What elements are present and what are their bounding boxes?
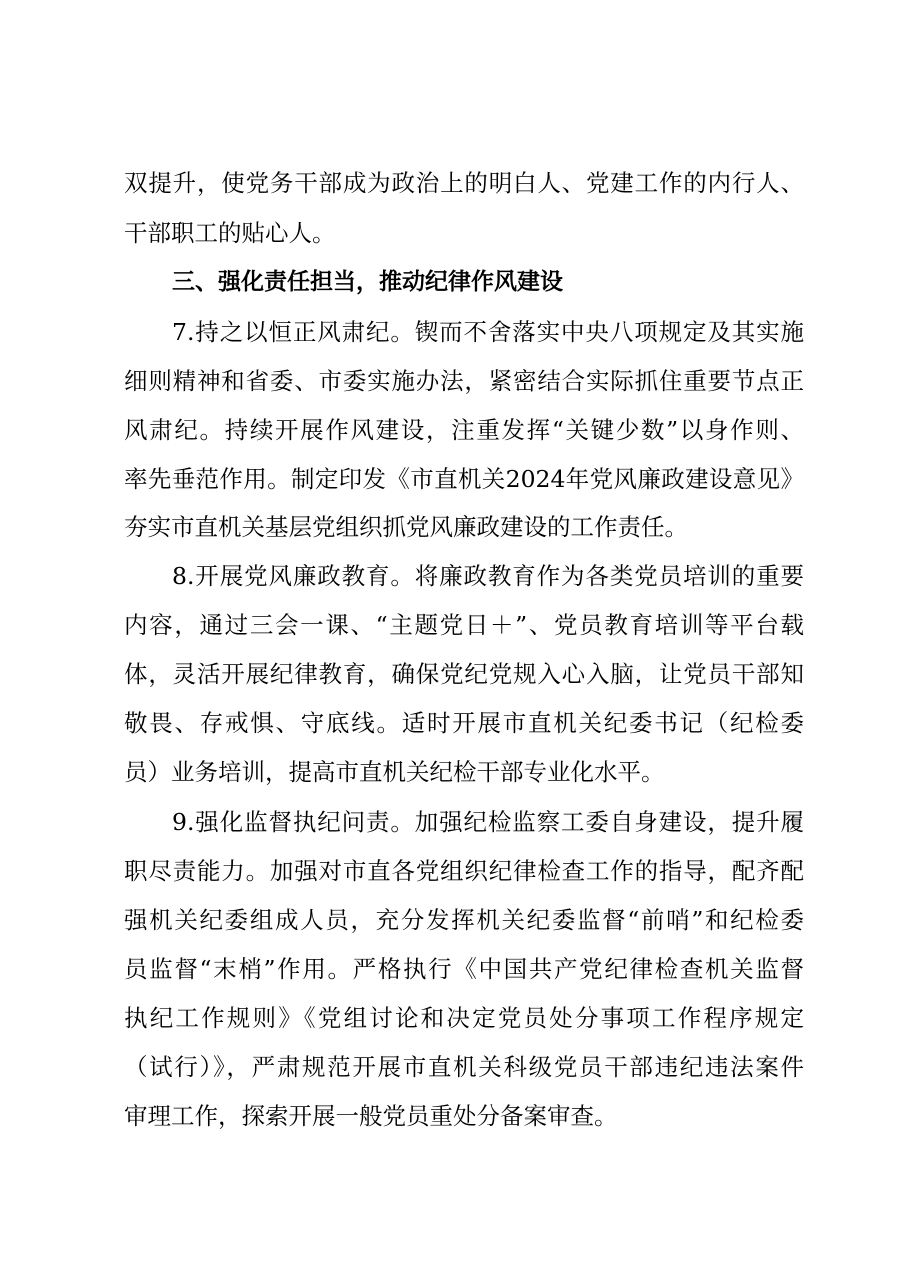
item-9-line-3: 强机关纪委组成人员，充分发挥机关纪委监督“前哨”和纪检委 xyxy=(124,906,804,934)
paragraph-continuation-line-1: 双提升，使党务干部成为政治上的明白人、党建工作的内行人、 xyxy=(124,169,804,197)
item-9-line-5: 执纪工作规则》《党组讨论和决定党员处分事项工作程序规定 xyxy=(124,1004,804,1032)
item-7-line-2: 细则精神和省委、市委实施办法，紧密结合实际抓住重要节点正 xyxy=(124,367,804,395)
item-7-line-1: 7.持之以恒正风肃纪。锲而不舍落实中央八项规定及其实施 xyxy=(172,318,804,346)
item-8-line-4: 敬畏、存戒惧、守底线。适时开展市直机关纪委书记（纪检委 xyxy=(124,709,804,737)
item-8-line-5: 员）业务培训，提高市直机关纪检干部专业化水平。 xyxy=(124,758,665,786)
section-heading: 三、强化责任担当，推动纪律作风建设 xyxy=(172,269,563,295)
item-9-line-7: 审理工作，探索开展一般党员重处分备案审查。 xyxy=(124,1102,618,1130)
item-8-line-1: 8.开展党风廉政教育。将廉政教育作为各类党员培训的重要 xyxy=(172,562,804,590)
item-7-line-4: 率先垂范作用。制定印发《市直机关2024年党风廉政建设意见》 xyxy=(124,465,804,493)
item-9-line-6: （试行）》，严肃规范开展市直机关科级党员干部违纪违法案件 xyxy=(124,1053,804,1081)
item-7-line-3: 风肃纪。持续开展作风建设，注重发挥“关键少数”以身作则、 xyxy=(124,416,804,444)
item-9-line-4: 员监督“末梢”作用。严格执行《中国共产党纪律检查机关监督 xyxy=(124,955,804,983)
item-8-line-2: 内容，通过三会一课、“主题党日＋”、党员教育培训等平台载 xyxy=(124,611,804,639)
item-7-line-5: 夯实市直机关基层党组织抓党风廉政建设的工作责任。 xyxy=(124,513,688,541)
item-9-line-1: 9.强化监督执纪问责。加强纪检监察工委自身建设，提升履 xyxy=(172,808,804,836)
item-8-line-3: 体，灵活开展纪律教育，确保党纪党规入心入脑，让党员干部知 xyxy=(124,660,804,688)
item-9-line-2: 职尽责能力。加强对市直各党组织纪律检查工作的指导，配齐配 xyxy=(124,857,804,885)
paragraph-continuation-line-2: 干部职工的贴心人。 xyxy=(124,219,336,247)
